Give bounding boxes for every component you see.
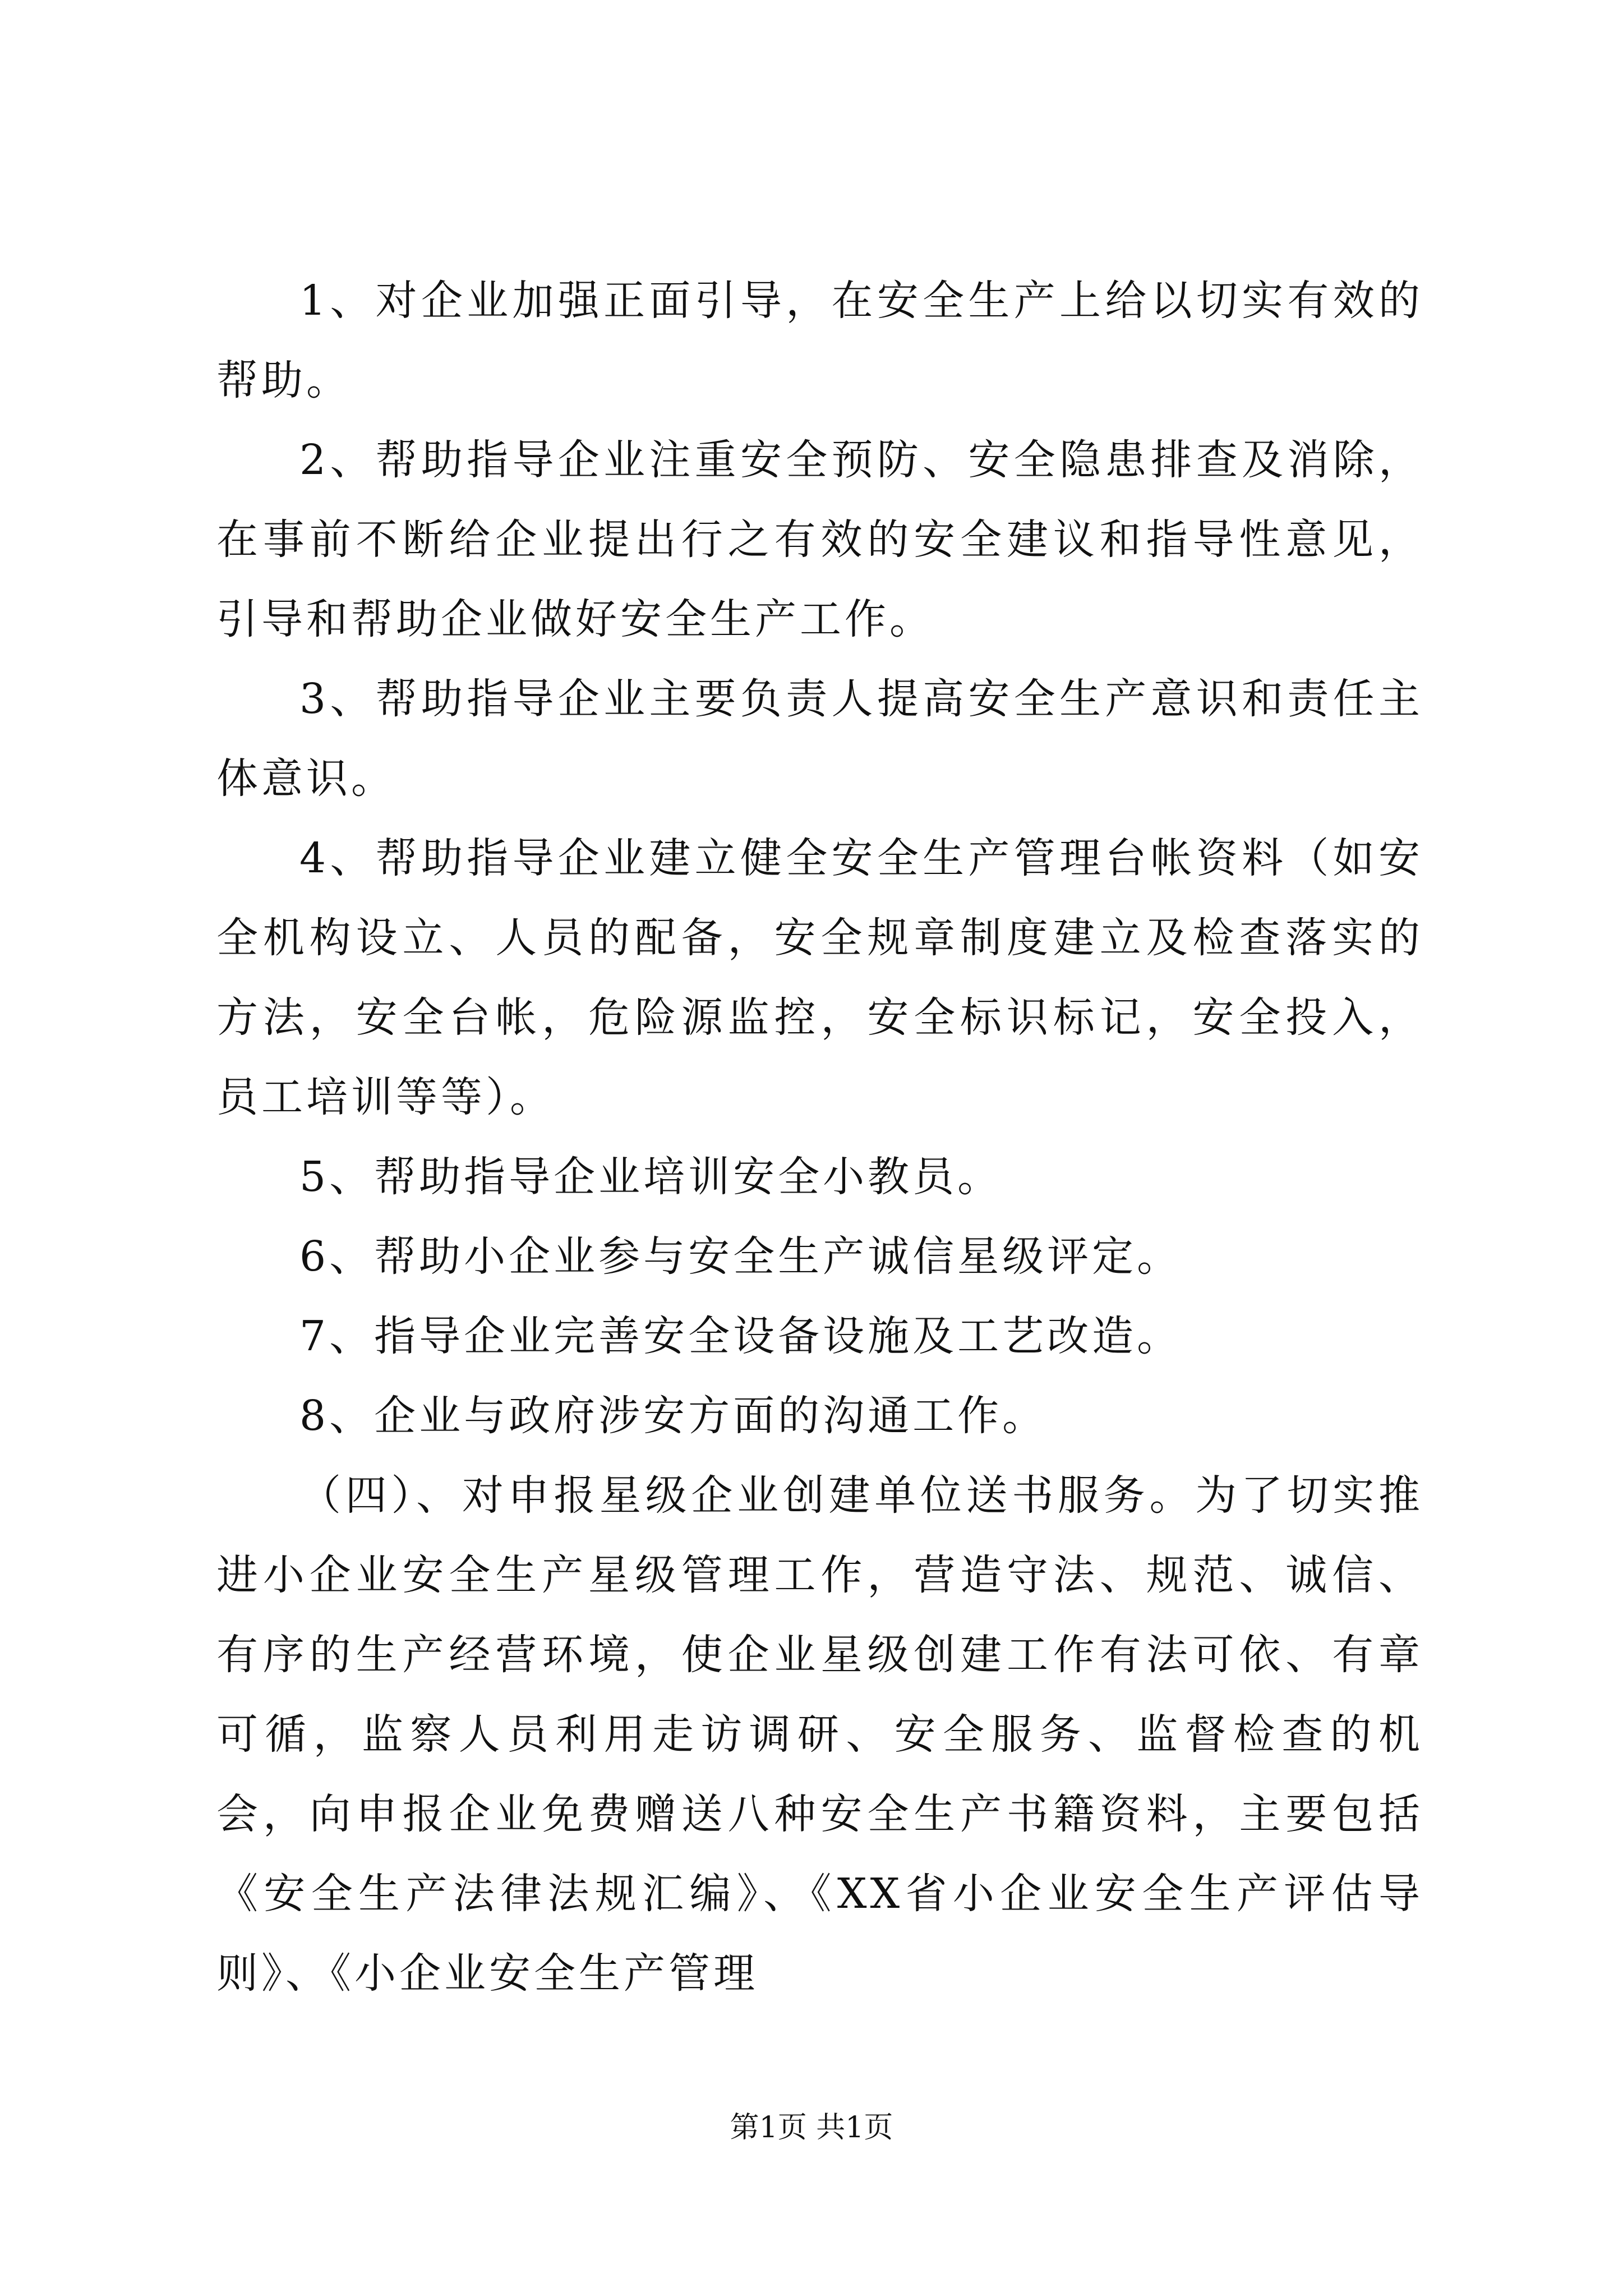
document-body: [216, 261, 1423, 2013]
paragraph-item-5: 5、帮助指导企业培训安全小教员。: [299, 1153, 1003, 1201]
page-number-label: 第1页 共1页: [730, 2111, 893, 2145]
paragraph-item-4: 4、帮助指导企业建立健全安全生产管理台帐资料（如安全机构设立、人员的配备，安全规章制度建立及检查落实的方法，安全台帐，危险源监控，安全标识标记，安全投入，员工培训等等）。: [216, 834, 1423, 1121]
paragraph-item-1: 1、对企业加强正面引导，在安全生产上给以切实有效的帮助。: [216, 277, 1423, 404]
page-footer: [0, 2108, 1623, 2147]
paragraph-item-2: 2、帮助指导企业注重安全预防、安全隐患排查及消除，在事前不断给企业提出行之有效的安全建议和指导性意见，引导和帮助企业做好安全生产工作。: [216, 436, 1423, 643]
paragraph-item-8: 8、企业与政府涉安方面的沟通工作。: [299, 1392, 1048, 1440]
paragraph-item-7: 7、指导企业完善安全设备设施及工艺改造。: [299, 1312, 1182, 1360]
paragraph-section-4: （四）、对申报星级企业创建单位送书服务。为了切实推进小企业安全生产星级管理工作，营造守法、规范、诚信、有序的生产经营环境，使企业星级创建工作有法可依、有章可循，监察人员利用走访调研、安全服务、监督检查的机会，向申报企业免费赠送八种安全生产书籍资料，主要包括《安全生产法律法规汇编》、《XX省小企业安全生产评估导则》、《小企业安全生产管理: [216, 1471, 1423, 1998]
paragraph-item-3: 3、帮助指导企业主要负责人提高安全生产意识和责任主体意识。: [216, 675, 1423, 803]
paragraph-item-6: 6、帮助小企业参与安全生产诚信星级评定。: [299, 1232, 1182, 1281]
